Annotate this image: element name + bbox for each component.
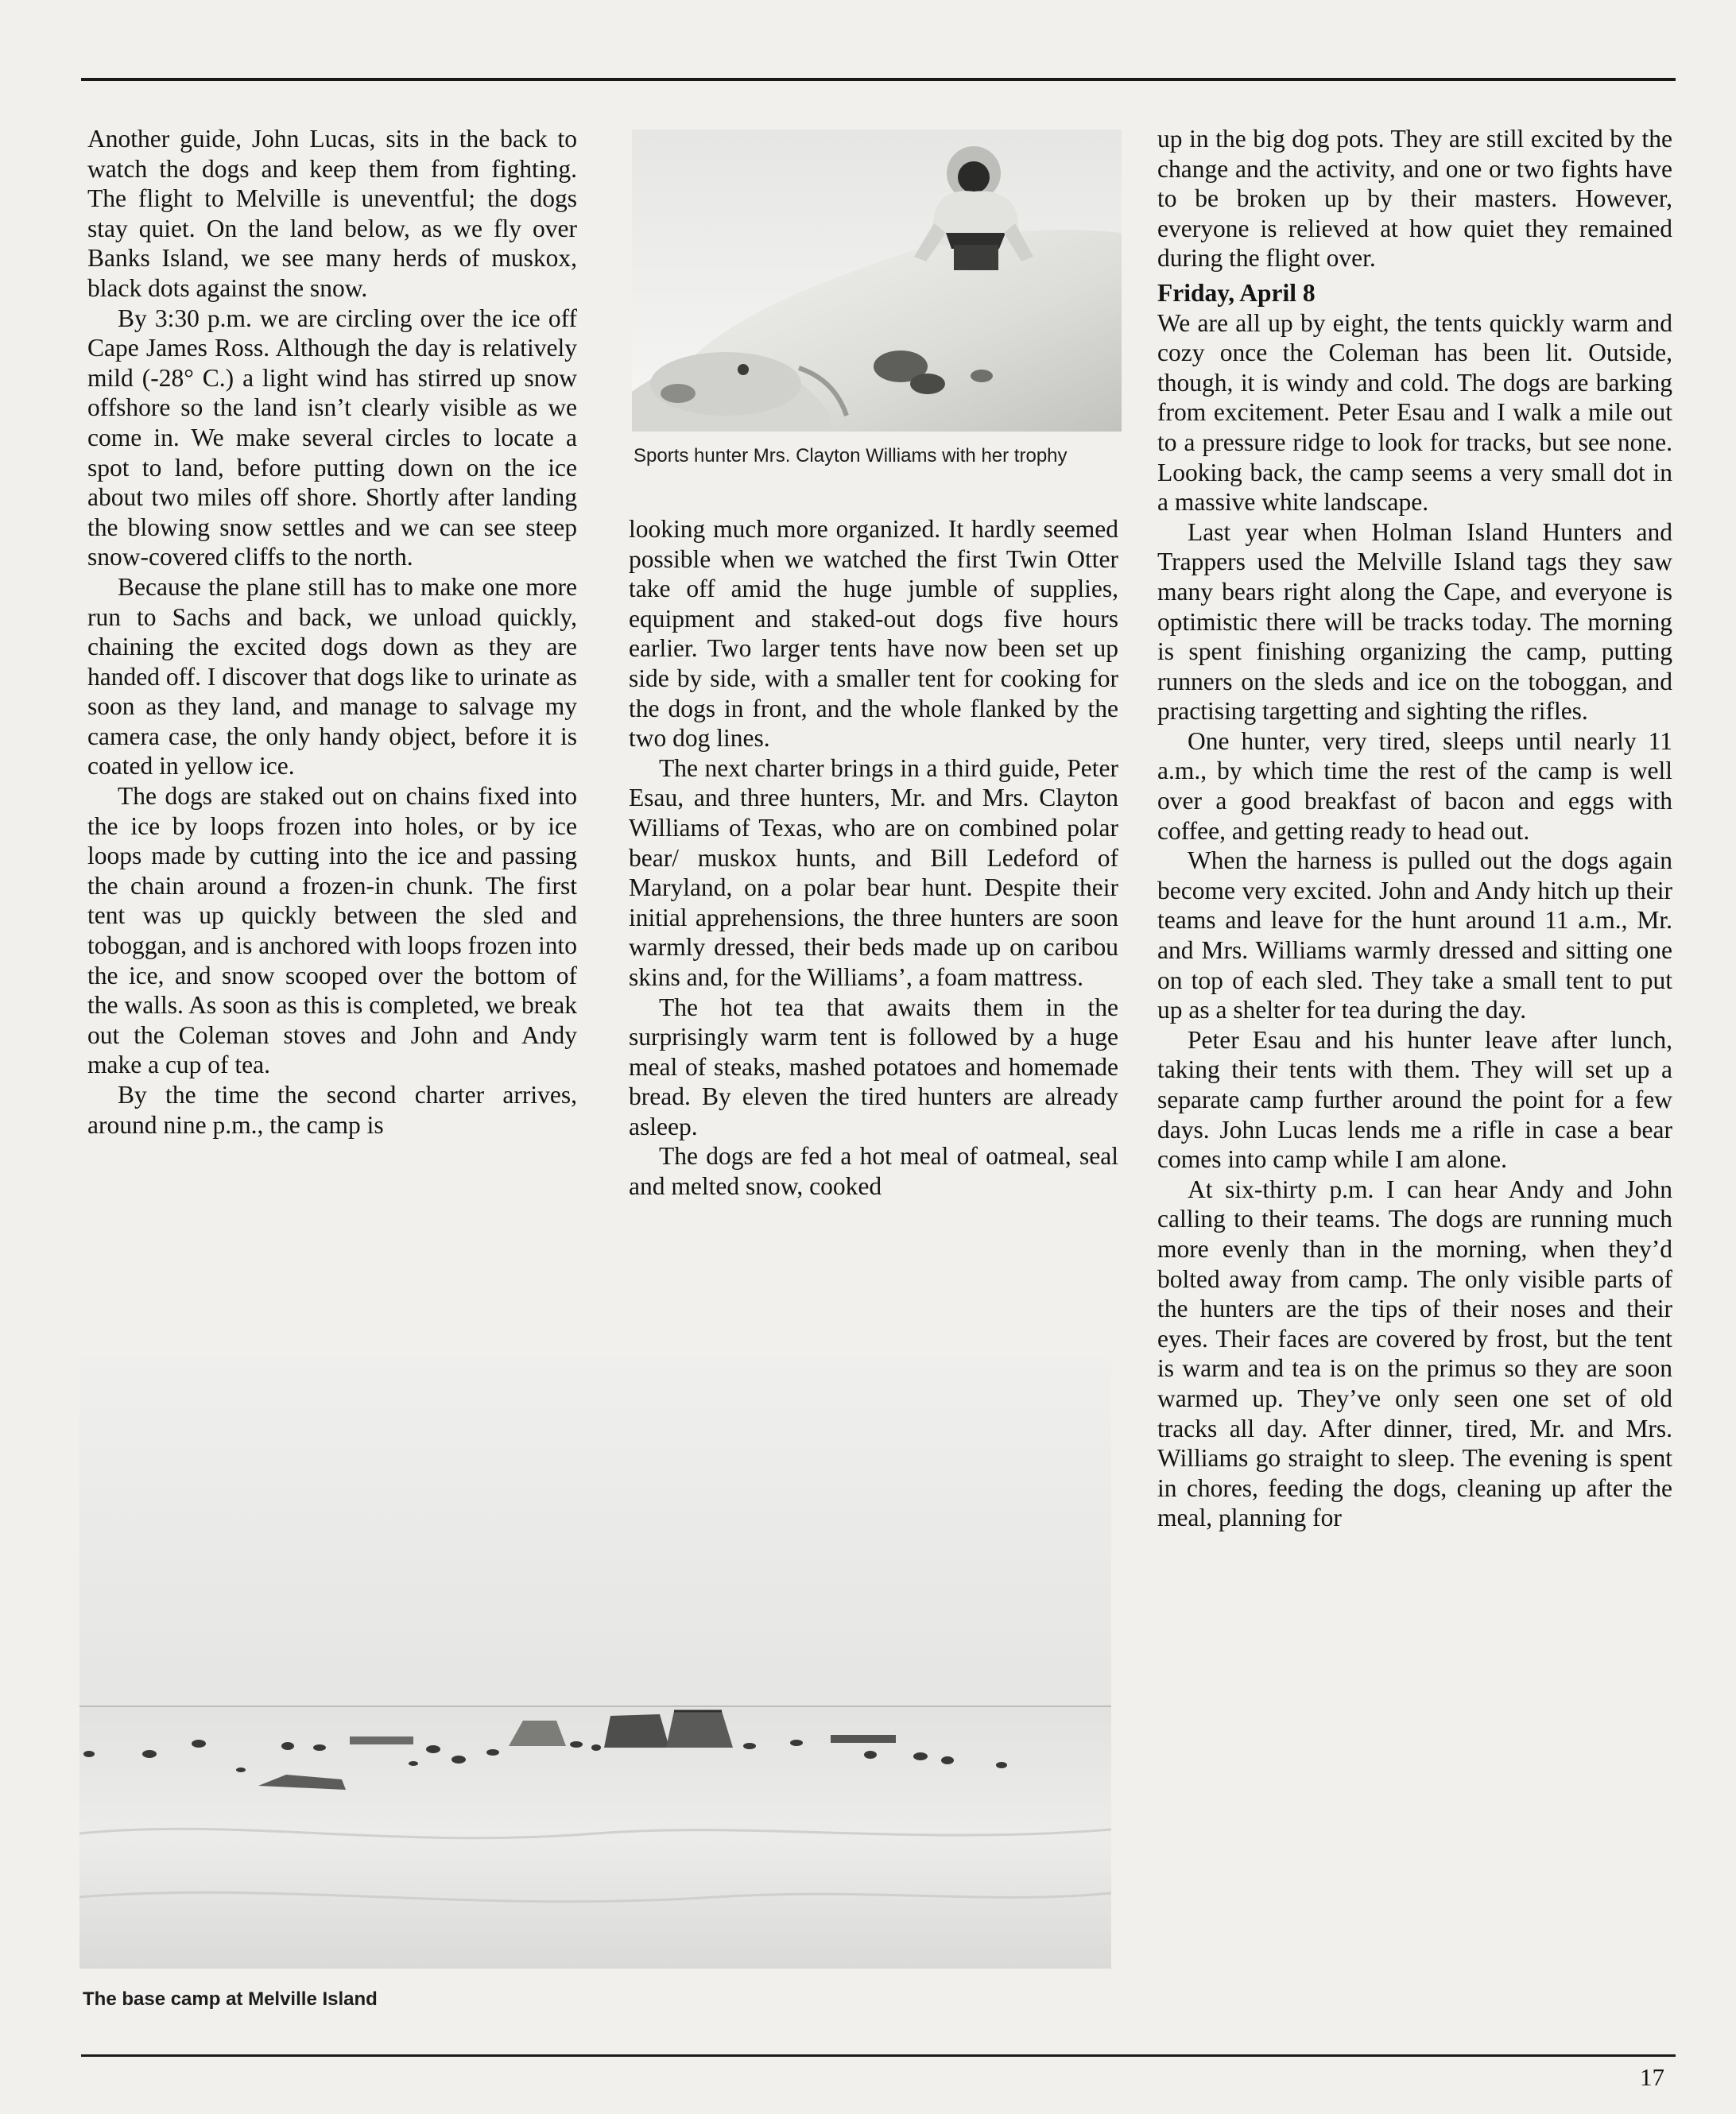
paragraph: The hot tea that awaits them in the surprisingly warm tent is followed by a huge meal of steaks, mashed potatoes and homemade bread. By eleven the tired hunters are already asleep.: [629, 993, 1118, 1140]
camp-photo-caption: The base camp at Melville Island: [83, 1988, 378, 2010]
paragraph: We are all up by eight, the tents quickly warm and cozy once the Coleman has been lit. Outside, though, it is windy and cold. The dogs are barking from excitement. Peter Esau and I walk a mile out to a pressure ridge to look for tracks, but see none. Looking back, the camp seems a very small dot in a massive white landscape.: [1157, 308, 1672, 517]
paragraph: One hunter, very tired, sleeps until nearly 11 a.m., by which time the rest of the camp is well over a good breakfast of bacon and eggs with coffee, and getting ready to head out.: [1157, 726, 1672, 845]
paragraph: The next charter brings in a third guide, Peter Esau, and three hunters, Mr. and Mrs. Clayton Williams of Texas, who are on combined polar bear/ muskox hunts, and Bill Ledeford of Maryland, on a polar bear hunt. Despite their initial apprehensions, the three hunters are soon warmly dressed, their beds made up on caribou skins and, for the Williams’, a foam mattress.: [629, 753, 1118, 991]
paragraph: Last year when Holman Island Hunters and Trappers used the Melville Island tags they saw many bears right along the Cape, and everyone is optimistic there will be tracks today. The morning is spent finishing organizing the camp, putting runners on the sleds and ice on the toboggan, and practising targetting and sighting the rifles.: [1157, 517, 1672, 726]
paragraph: The dogs are fed a hot meal of oatmeal, seal and melted snow, cooked: [629, 1142, 1118, 1201]
top-rule: [81, 78, 1676, 81]
article-column-3: [1157, 124, 1672, 1533]
page-number: 17: [1640, 2063, 1664, 2091]
paragraph: Peter Esau and his hunter leave after lunch, taking their tents with them. They will set up a separate camp further around the point for a few days. John Lucas lends me a rifle in case a bear comes into camp while I am alone.: [1157, 1025, 1672, 1174]
paragraph: up in the big dog pots. They are still excited by the change and the activity, and one or two fights have to be broken up by their masters. However, everyone is relieved at how quiet they remained during the flight over.: [1157, 125, 1672, 273]
bottom-rule: [81, 2054, 1676, 2057]
paragraph: By the time the second charter arrives, around nine p.m., the camp is: [87, 1081, 577, 1139]
paragraph: At six-thirty p.m. I can hear Andy and John calling to their teams. The dogs are running much more evenly than in the morning, when they’d bolted away from camp. The only visible parts of the hunters are the tips of their noses and their eyes. Their faces are covered by frost, but the tent is warm and tea is on the primus so they are soon warmed up. They’ve only seen one set of old tracks all day. After dinner, tired, Mr. and Mrs. Williams go straight to sleep. The evening is spent in chores, feeding the dogs, cleaning up after the meal, planning for: [1157, 1175, 1672, 1532]
paragraph: Because the plane still has to make one more run to Sachs and back, we unload quickly, chaining the excited dogs down as they are handed off. I discover that dogs like to urinate as soon as they land, and manage to salvage my camera case, the only handy object, before it is coated in yellow ice.: [87, 572, 577, 780]
paragraph: The dogs are staked out on chains fixed into the ice by loops frozen into holes, or by ice loops made by cutting into the ice and passing the chain around a frozen-in chunk. The first tent was up quickly between the sled and toboggan, and is anchored with loops frozen into the ice, and snow scooped over the bottom of the walls. As soon as this is completed, we break out the Coleman stoves and John and Andy make a cup of tea.: [87, 782, 577, 1079]
paragraph: By 3:30 p.m. we are circling over the ice off Cape James Ross. Although the day is relatively mild (-28° C.) a light wind has stirred up snow offshore so the land isn’t clearly visible as we come in. We make several circles to locate a spot to land, before putting down on the ice about two miles off shore. Shortly after landing the blowing snow settles and we can see steep snow-covered cliffs to the north.: [87, 304, 577, 571]
paragraph: Another guide, John Lucas, sits in the back to watch the dogs and keep them from fighting. The flight to Melville is uneventful; the dogs stay quiet. On the land below, as we fly over Banks Island, we see many herds of muskox, black dots against the snow.: [87, 125, 577, 302]
bear-photo-caption: Sports hunter Mrs. Clayton Williams with her trophy: [634, 445, 1068, 467]
section-heading: Friday, April 8: [1157, 278, 1316, 307]
article-column-2: [629, 514, 1118, 1202]
paragraph: When the harness is pulled out the dogs again become very excited. John and Andy hitch up their teams and leave for the hunt around 11 a.m., Mr. and Mrs. Williams warmly dressed and sitting one on top of each sled. They take a small tent to put up as a shelter for tea during the day.: [1157, 846, 1672, 1024]
polar-bear-trophy-photo: [632, 130, 1122, 432]
article-column-1: [87, 124, 577, 1140]
base-camp-photo: [79, 1357, 1111, 1969]
paragraph: looking much more organized. It hardly seemed possible when we watched the first Twin Otter take off amid the huge jumble of supplies, equipment and staked-out dogs five hours earlier. Two larger tents have now been set up side by side, with a smaller tent for cooking for the dogs in front, and the whole flanked by the two dog lines.: [629, 515, 1118, 753]
